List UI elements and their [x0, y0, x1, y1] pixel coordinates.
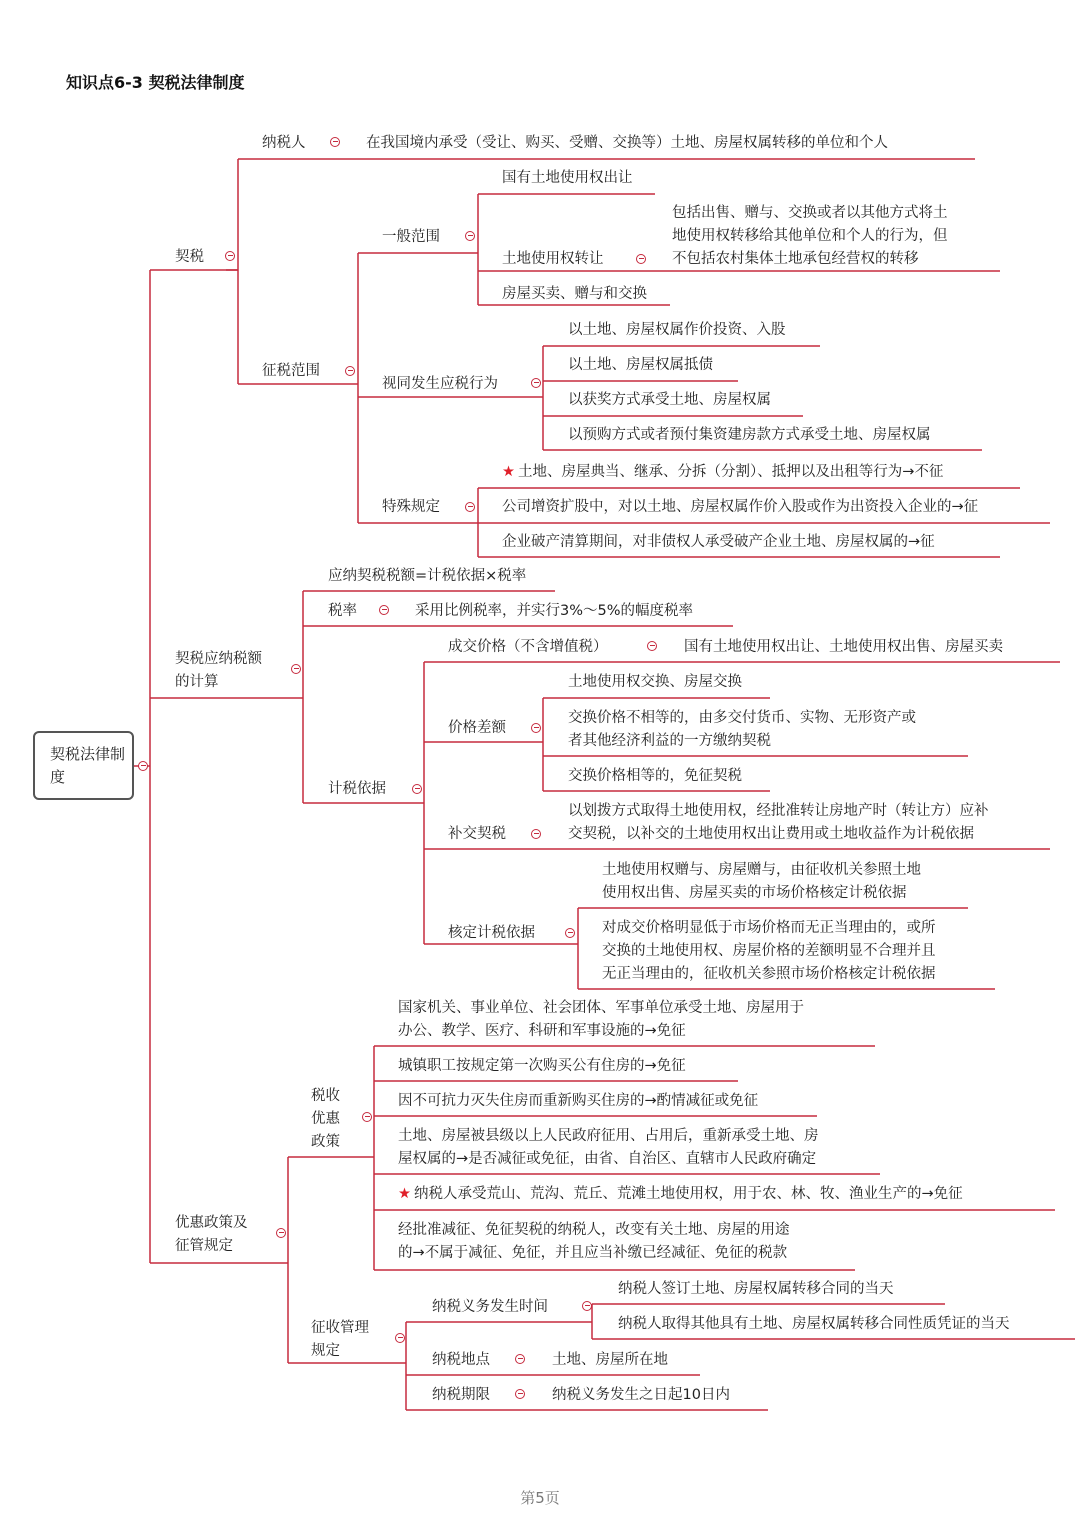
minus-circle-icon[interactable] [412, 784, 422, 794]
assess-item: 对成交价格明显低于市场价格而无正当理由的，或所 [602, 920, 936, 936]
minus-circle-icon[interactable] [395, 1333, 405, 1343]
star-icon: ★ [398, 1186, 411, 1202]
node-supplement: 补交契税 [448, 826, 506, 842]
deemed-item: 以土地、房屋权属作价投资、入股 [568, 322, 786, 338]
policy-item: 城镇职工按规定第一次购买公有住房的→免征 [398, 1058, 686, 1074]
deemed-item: 以预购方式或者预付集资建房款方式承受土地、房屋权属 [568, 427, 931, 443]
land-transfer-line: 包括出售、赠与、交换或者以其他方式将土 [672, 205, 948, 221]
minus-circle-icon[interactable] [465, 502, 475, 512]
star-icon: ★ [502, 464, 515, 480]
node-admin: 规定 [311, 1343, 340, 1359]
minus-circle-icon[interactable] [465, 231, 475, 241]
node-pref: 征管规定 [175, 1238, 233, 1254]
node-general-scope: 一般范围 [382, 229, 440, 245]
minus-circle-icon[interactable] [531, 378, 541, 388]
node-assess: 核定计税依据 [448, 925, 535, 941]
minus-circle-icon[interactable] [515, 1354, 525, 1364]
node-basis: 计税依据 [328, 781, 386, 797]
diff-item: 土地使用权交换、房屋交换 [568, 674, 742, 690]
minus-circle-icon[interactable] [345, 366, 355, 376]
node-rate: 税率 [328, 603, 357, 619]
minus-circle-icon[interactable] [515, 1389, 525, 1399]
policy-item: 的→不属于减征、免征，并且应当补缴已经减征、免征的税款 [398, 1245, 788, 1261]
node-admin: 征收管理 [311, 1320, 369, 1336]
node-scope: 征税范围 [262, 363, 320, 379]
minus-circle-icon[interactable] [531, 829, 541, 839]
rate-value: 采用比例税率，并实行3%～5%的幅度税率 [415, 603, 694, 619]
root-label: 契税法律制度 [50, 745, 126, 786]
diff-item: 交换价格不相等的，由多交付货币、实物、无形资产或 [568, 710, 916, 726]
special-item: 企业破产清算期间，对非债权人承受破产企业土地、房屋权属的→征 [502, 534, 935, 550]
node-land-transfer: 土地使用权转让 [502, 251, 604, 267]
node-calc: 的计算 [175, 674, 219, 690]
calc-formula: 应纳契税税额=计税依据×税率 [328, 568, 527, 584]
assess-item: 土地使用权赠与、房屋赠与，由征收机关参照土地 [602, 862, 921, 878]
node-policy: 税收 [311, 1088, 340, 1104]
special-item [502, 461, 943, 484]
node-special: 特殊规定 [382, 499, 440, 515]
deemed-item: 以获奖方式承受土地、房屋权属 [568, 392, 771, 408]
minus-circle-icon[interactable] [291, 664, 301, 674]
node-diff: 价格差额 [448, 720, 506, 736]
node-policy: 政策 [311, 1134, 340, 1150]
policy-item [398, 1183, 963, 1206]
node-pref: 优惠政策及 [175, 1215, 248, 1231]
land-transfer-line: 地使用权转移给其他单位和个人的行为，但 [672, 228, 948, 244]
minus-circle-icon[interactable] [647, 641, 657, 651]
assess-item: 交换的土地使用权、房屋价格的差额明显不合理并且 [602, 943, 936, 959]
policy-item: 屋权属的→是否减征或免征，由省、自治区、直辖市人民政府确定 [398, 1151, 817, 1167]
minus-circle-icon[interactable] [138, 761, 148, 771]
policy-item: 经批准减征、免征契税的纳税人，改变有关土地、房屋的用途 [398, 1222, 790, 1238]
land-transfer-line: 不包括农村集体土地承包经营权的转移 [672, 251, 919, 267]
node-deemed: 视同发生应税行为 [382, 376, 498, 392]
time-item: 纳税人签订土地、房屋权属转移合同的当天 [618, 1281, 894, 1297]
minus-circle-icon[interactable] [565, 928, 575, 938]
special-item-text: 土地、房屋典当、继承、分拆（分割）、抵押以及出租等行为→不征 [518, 464, 944, 480]
price-value: 国有土地使用权出让、土地使用权出售、房屋买卖 [684, 639, 1003, 655]
node-price: 成交价格（不含增值税） [448, 639, 608, 655]
time-item: 纳税人取得其他具有土地、房屋权属转移合同性质凭证的当天 [618, 1316, 1010, 1332]
minus-circle-icon[interactable] [225, 251, 235, 261]
deemed-item: 以土地、房屋权属抵债 [568, 357, 713, 373]
node-time: 纳税义务发生时间 [432, 1299, 548, 1315]
node-calc: 契税应纳税额 [175, 651, 262, 667]
policy-item: 土地、房屋被县级以上人民政府征用、占用后，重新承受土地、房 [398, 1128, 819, 1144]
diff-item: 交换价格相等的，免征契税 [568, 768, 742, 784]
policy-item: 办公、教学、医疗、科研和军事设施的→免征 [398, 1023, 686, 1039]
taxpayer-definition: 在我国境内承受（受让、购买、受赠、交换等）土地、房屋权属转移的单位和个人 [366, 135, 888, 151]
policy-item: 国家机关、事业单位、社会团体、军事单位承受土地、房屋用于 [398, 1000, 804, 1016]
minus-circle-icon[interactable] [330, 137, 340, 147]
node-taxpayer: 纳税人 [262, 135, 306, 151]
general-house: 房屋买卖、赠与和交换 [502, 286, 647, 302]
node-place: 纳税地点 [432, 1352, 490, 1368]
page-title: 知识点6-3 契税法律制度 [66, 73, 245, 92]
assess-item: 无正当理由的，征收机关参照市场价格核定计税依据 [602, 966, 936, 982]
node-policy: 优惠 [311, 1111, 340, 1127]
minus-circle-icon[interactable] [276, 1228, 286, 1238]
diff-item: 者其他经济利益的一方缴纳契税 [568, 733, 771, 749]
supplement-line: 以划拨方式取得土地使用权，经批准转让房地产时（转让方）应补 [568, 803, 989, 819]
minus-circle-icon[interactable] [636, 254, 646, 264]
page-number: 第5页 [520, 1489, 560, 1507]
assess-item: 使用权出售、房屋买卖的市场价格核定计税依据 [602, 885, 907, 901]
policy-item-text: 纳税人承受荒山、荒沟、荒丘、荒滩土地使用权，用于农、林、牧、渔业生产的→免征 [414, 1186, 963, 1202]
period-value: 纳税义务发生之日起10日内 [552, 1387, 730, 1403]
place-value: 土地、房屋所在地 [552, 1352, 668, 1368]
minus-circle-icon[interactable] [379, 605, 389, 615]
minus-circle-icon[interactable] [582, 1301, 592, 1311]
policy-item: 因不可抗力灭失住房而重新购买住房的→酌情减征或免征 [398, 1093, 759, 1109]
node-period: 纳税期限 [432, 1387, 490, 1403]
node-qishui: 契税 [175, 249, 204, 265]
special-item: 公司增资扩股中，对以土地、房屋权属作价入股或作为出资投入企业的→征 [502, 499, 979, 515]
supplement-line: 交契税，以补交的土地使用权出让费用或土地收益作为计税依据 [568, 826, 974, 842]
minus-circle-icon[interactable] [531, 723, 541, 733]
minus-circle-icon[interactable] [362, 1112, 372, 1122]
general-grant: 国有土地使用权出让 [502, 170, 633, 186]
